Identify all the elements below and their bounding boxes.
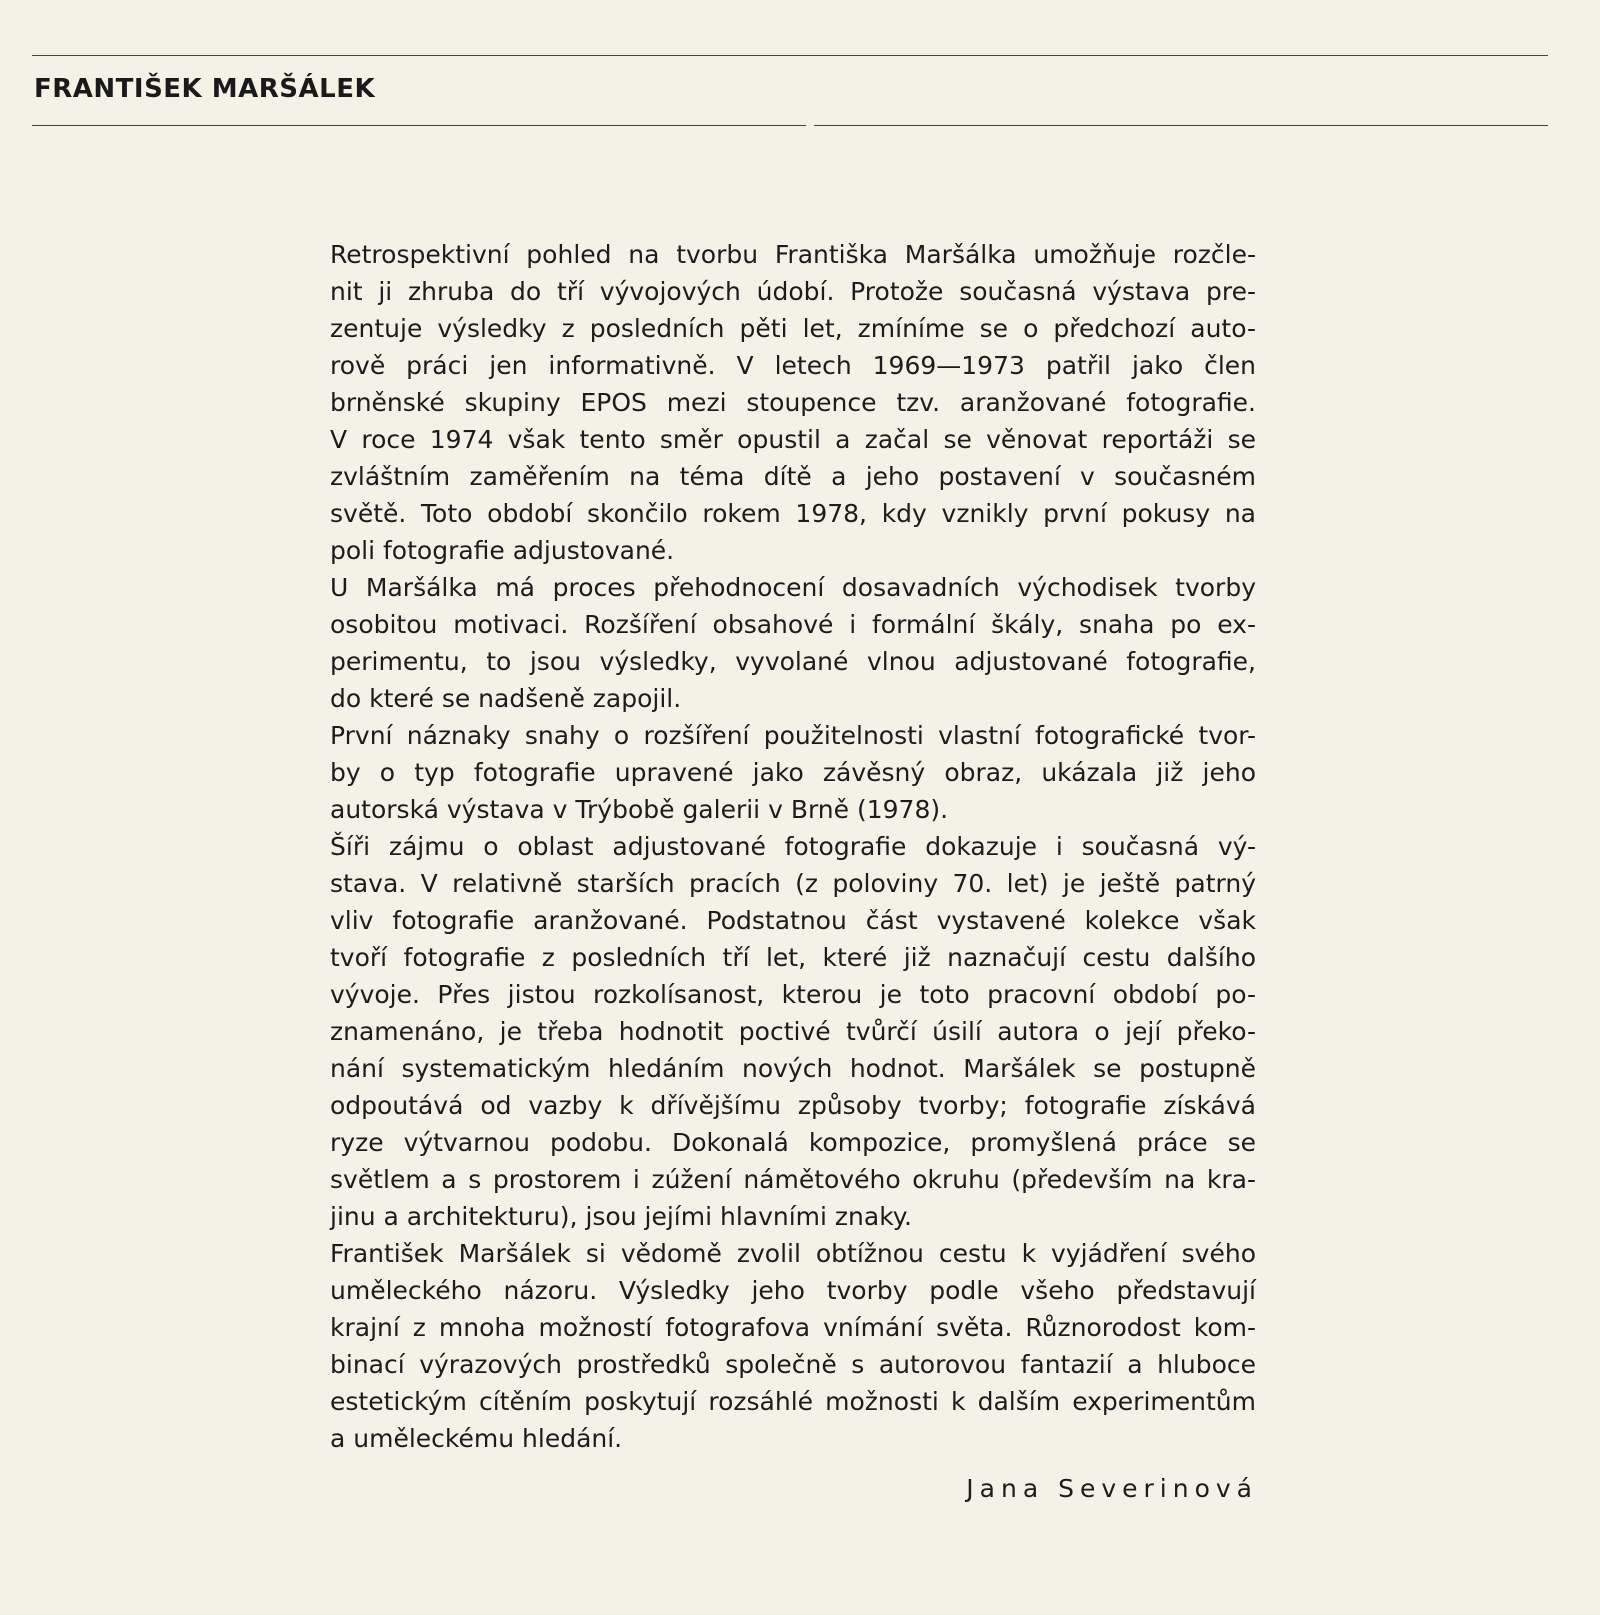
text-line: tvoří fotografie z posledních tří let, které již naznačují cestu dalšího: [330, 943, 1256, 972]
text-line: světlem a s prostorem i zúžení námětového okruhu (především na kra-: [330, 1165, 1256, 1194]
page-title: FRANTIŠEK MARŠÁLEK: [34, 74, 376, 104]
text-line: nit ji zhruba do tří vývojových údobí. Protože současná výstava pre-: [330, 277, 1256, 306]
text-line: do které se nadšeně zapojil.: [330, 684, 682, 713]
text-line: perimentu, to jsou výsledky, vyvolané vlnou adjustované fotografie,: [330, 647, 1256, 676]
text-line: rově práci jen informativně. V letech 1969—1973 patřil jako člen: [330, 351, 1256, 380]
article-body: [330, 236, 1256, 1457]
text-line: autorská výstava v Trýbobě galerii v Brně (1978).: [330, 795, 949, 824]
top-rule: [32, 55, 1548, 56]
text-line: krajní z mnoha možností fotografova vnímání světa. Různorodost kom-: [330, 1313, 1256, 1342]
text-line: jinu a architekturu), jsou jejími hlavními znaky.: [330, 1202, 912, 1231]
text-line: Retrospektivní pohled na tvorbu Františka Maršálka umožňuje rozčle-: [330, 240, 1256, 269]
text-line: a uměleckému hledání.: [330, 1424, 623, 1453]
text-line: binací výrazových prostředků společně s autorovou fantazií a hluboce: [330, 1350, 1256, 1379]
text-line: vývoje. Přes jistou rozkolísanost, kterou je toto pracovní období po-: [330, 980, 1256, 1009]
text-line: zvláštním zaměřením na téma dítě a jeho postavení v současném: [330, 462, 1256, 491]
text-line: by o typ fotografie upravené jako závěsný obraz, ukázala již jeho: [330, 758, 1256, 787]
text-line: zentuje výsledky z posledních pěti let, zmíníme se o předchozí auto-: [330, 314, 1256, 343]
text-line: Šíři zájmu o oblast adjustované fotografie dokazuje i současná vý-: [330, 832, 1256, 861]
text-line: stava. V relativně starších pracích (z poloviny 70. let) je ještě patrný: [330, 869, 1256, 898]
text-line: U Maršálka má proces přehodnocení dosavadních východisek tvorby: [330, 573, 1256, 602]
text-line: osobitou motivaci. Rozšíření obsahové i formální škály, snaha po ex-: [330, 610, 1256, 639]
text-line: odpoutává od vazby k dřívějšímu způsoby tvorby; fotografie získává: [330, 1091, 1256, 1120]
text-line: nání systematickým hledáním nových hodnot. Maršálek se postupně: [330, 1054, 1256, 1083]
text-line: znamenáno, je třeba hodnotit poctivé tvůrčí úsilí autora o její překo-: [330, 1017, 1256, 1046]
author-signature: Jana Severinová: [966, 1474, 1258, 1503]
text-line: vliv fotografie aranžované. Podstatnou část vystavené kolekce však: [330, 906, 1256, 935]
header-rule-right: [814, 125, 1548, 126]
text-line: světě. Toto období skončilo rokem 1978, kdy vznikly první pokusy na: [330, 499, 1256, 528]
text-line: poli fotografie adjustované.: [330, 536, 675, 565]
text-line: František Maršálek si vědomě zvolil obtížnou cestu k vyjádření svého: [330, 1239, 1256, 1268]
text-line: uměleckého názoru. Výsledky jeho tvorby podle všeho představují: [330, 1276, 1256, 1305]
header-rule-left: [32, 125, 806, 126]
text-line: V roce 1974 však tento směr opustil a začal se věnovat reportáži se: [330, 425, 1256, 454]
text-line: ryze výtvarnou podobu. Dokonalá kompozice, promyšlená práce se: [330, 1128, 1256, 1157]
text-line: estetickým cítěním poskytují rozsáhlé možnosti k dalším experimentům: [330, 1387, 1256, 1416]
text-line: brněnské skupiny EPOS mezi stoupence tzv. aranžované fotografie.: [330, 388, 1256, 417]
text-line: První náznaky snahy o rozšíření použitelnosti vlastní fotografické tvor-: [330, 721, 1256, 750]
